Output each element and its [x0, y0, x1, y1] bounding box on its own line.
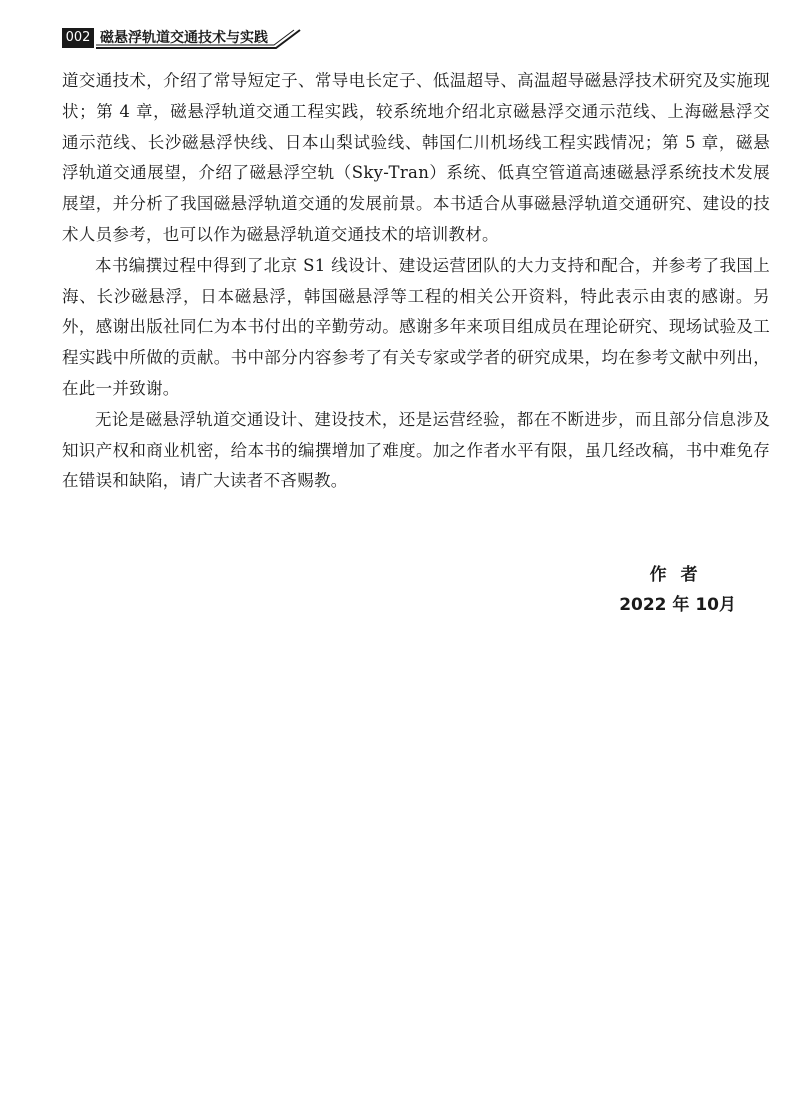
signature-block: [619, 560, 736, 620]
body-text: [62, 66, 770, 497]
paragraph-closing: 无论是磁悬浮轨道交通设计、建设技术，还是运营经验，都在不断进步，而且部分信息涉及知识产权和商业机密，给本书的编撰增加了难度。加之作者水平有限，虽几经改稿，书中难免存在错误和缺陷，请广大读者不吝赐教。: [62, 409, 770, 491]
paragraph-continued: 道交通技术，介绍了常导短定子、常导电长定子、低温超导、高温超导磁悬浮技术研究及实施现状；第 4 章，磁悬浮轨道交通工程实践，较系统地介绍北京磁悬浮交通示范线、上海磁悬浮交通示范线、长沙磁悬浮快线、日本山梨试验线、韩国仁川机场线工程实践情况；第 5 章，磁悬浮轨道交通展望，介绍了磁悬浮空轨（Sky-Tran）系统、低真空管道高速磁悬浮系统技术发展展望，并分析了我国磁悬浮轨道交通的发展前景。本书适合从事磁悬浮轨道交通研究、建设的技术人员参考，也可以作为磁悬浮轨道交通技术的培训教材。: [62, 71, 770, 244]
signature-author: 作者: [649, 565, 712, 585]
running-header: [62, 26, 302, 50]
signature-date: 2022 年 10月: [619, 595, 736, 615]
paragraph-acknowledgments: 本书编撰过程中得到了北京 S1 线设计、建设运营团队的大力支持和配合，并参考了我国上海、长沙磁悬浮，日本磁悬浮，韩国磁悬浮等工程的相关公开资料，特此表示由衷的感谢。另外，感谢出版社同仁为本书付出的辛勤劳动。感谢多年来项目组成员在理论研究、现场试验及工程实践中所做的贡献。书中部分内容参考了有关专家或学者的研究成果，均在参考文献中列出，在此一并致谢。: [62, 255, 770, 398]
page-number: 002: [62, 28, 94, 48]
book-title: 磁悬浮轨道交通技术与实践: [100, 30, 268, 46]
